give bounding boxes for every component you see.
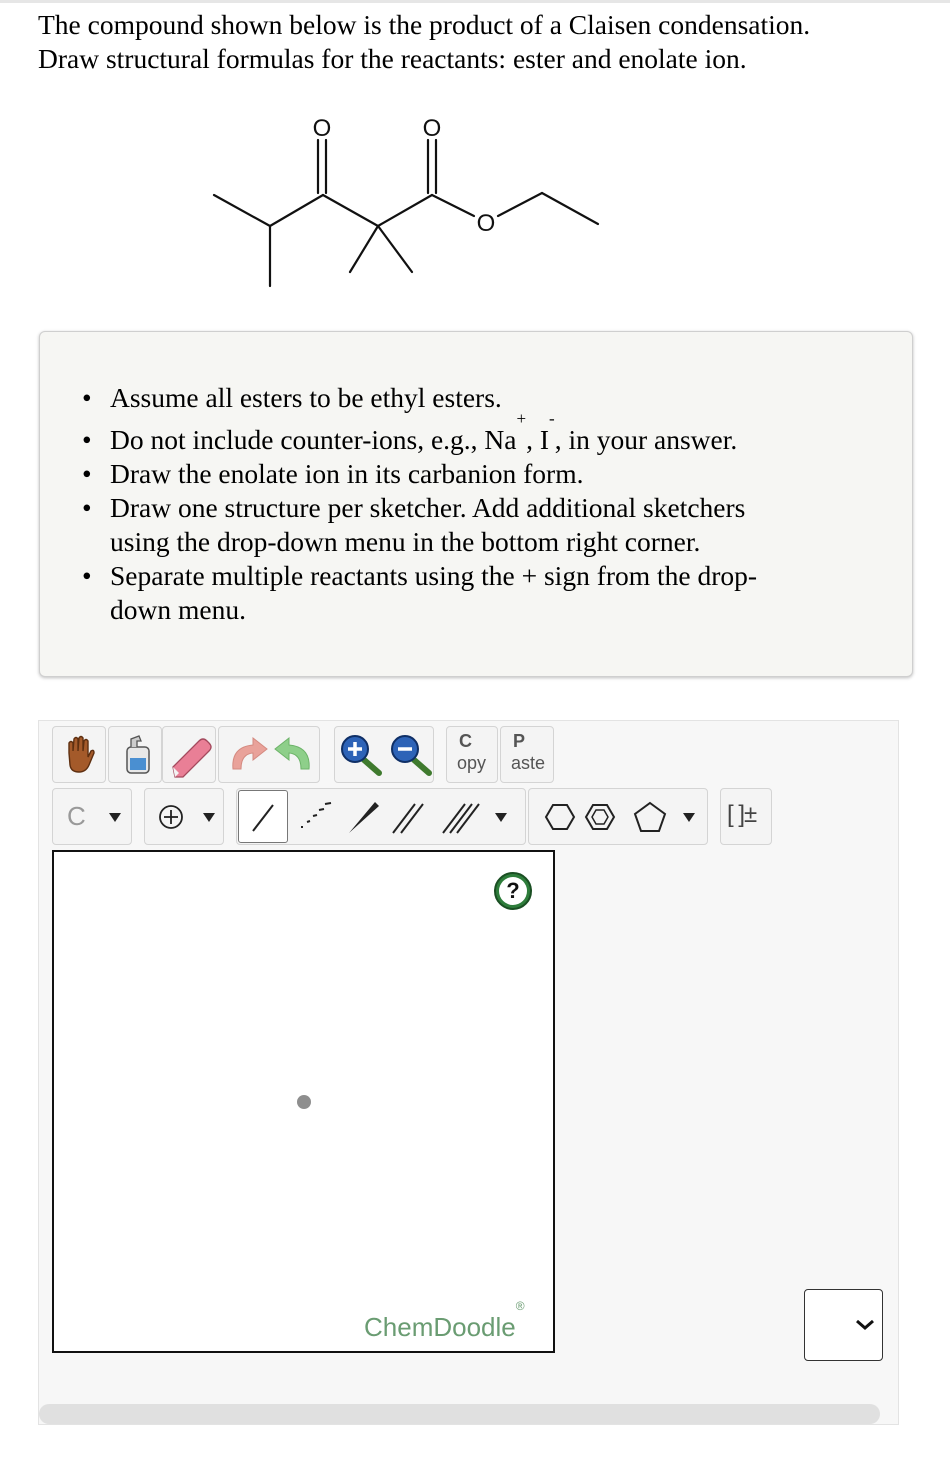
element-label: C	[67, 801, 86, 831]
instruction-item	[82, 381, 870, 415]
eraser-icon	[163, 727, 217, 784]
cyclohexane-icon	[546, 805, 574, 829]
instruction-text: , I	[526, 424, 550, 455]
instruction-text: , in your answer.	[554, 424, 738, 455]
question-prompt	[38, 8, 918, 76]
bullet-glyph: •	[82, 458, 92, 489]
product-structure	[200, 100, 620, 300]
bracket-label: [ ]±	[727, 801, 757, 828]
help-icon: ?	[499, 877, 527, 905]
instruction-item	[82, 409, 870, 457]
bullet-glyph: •	[82, 424, 92, 455]
instruction-item	[82, 491, 870, 559]
chevron-down-icon	[683, 813, 695, 822]
brand-text: ChemDoodle	[364, 1312, 516, 1342]
iodide-charge: -	[549, 409, 555, 428]
instruction-text: Draw the enolate ion in its carbanion form.	[110, 458, 584, 489]
bond-icons	[237, 789, 527, 846]
ring-tool-group	[528, 788, 708, 845]
bullet-glyph: •	[82, 382, 92, 413]
redo-icon[interactable]	[219, 727, 321, 784]
triple-bond-icon	[443, 804, 479, 833]
atom-label-o1: O	[312, 115, 332, 142]
paste-button[interactable]	[500, 726, 554, 783]
instruction-text: Draw one structure per sketcher. Add additional sketchers	[110, 492, 746, 523]
chevron-down-icon	[495, 813, 507, 822]
paste-label-bottom: aste	[511, 753, 546, 773]
instruction-text: using the drop-down menu in the bottom right corner.	[110, 526, 701, 557]
paste-label-top: P	[513, 731, 526, 751]
benzene-icon	[586, 805, 614, 829]
question-line-1: The compound shown below is the product of a Claisen condensation.	[38, 9, 811, 40]
bullet-glyph: •	[82, 560, 92, 591]
ring-icons[interactable]	[529, 789, 709, 846]
atom-label-o2: O	[422, 115, 442, 142]
registered-mark: ®	[515, 1299, 525, 1313]
atom-label-o3: O	[476, 210, 496, 237]
hand-tool-button[interactable]	[52, 726, 106, 783]
chemdoodle-logo	[364, 1299, 525, 1343]
zoom-out-icon[interactable]	[335, 727, 435, 784]
element-selector[interactable]	[52, 788, 132, 845]
bond-tool-group	[236, 788, 526, 845]
hand-icon	[53, 727, 107, 784]
charge-icon	[145, 789, 225, 846]
bottle-icon	[109, 727, 163, 784]
double-bond-icon	[393, 804, 423, 833]
wedge-bond-icon	[349, 802, 379, 833]
instruction-text: Assume all esters to be ethyl esters.	[110, 382, 502, 413]
cursor-dot	[297, 1095, 311, 1109]
instruction-item	[82, 457, 870, 491]
chevron-down-icon	[805, 1290, 884, 1362]
bullet-glyph: •	[82, 492, 92, 523]
zoom-group	[334, 726, 434, 783]
copy-label-bottom: opy	[457, 753, 487, 773]
cyclopentane-icon	[635, 803, 665, 831]
horizontal-scrollbar[interactable]	[39, 1404, 880, 1424]
undo-redo-group	[218, 726, 320, 783]
instructions-panel	[39, 331, 913, 677]
help-button[interactable]	[494, 872, 532, 910]
sodium-charge: +	[516, 409, 527, 428]
instruction-text: Separate multiple reactants using the + sign from the drop-	[110, 560, 758, 591]
single-bond-icon	[253, 805, 273, 831]
question-line-2: Draw structural formulas for the reactants: ester and enolate ion.	[38, 43, 747, 74]
instruction-text: Do not include counter-ions, e.g., Na	[110, 424, 517, 455]
copy-label-top: C	[459, 731, 472, 751]
clear-tool-button[interactable]	[108, 726, 162, 783]
eraser-tool-button[interactable]	[162, 726, 216, 783]
instructions-list	[82, 381, 870, 627]
top-divider	[0, 0, 950, 3]
add-sketcher-dropdown[interactable]	[804, 1289, 883, 1361]
instruction-text: down menu.	[110, 594, 246, 625]
chevron-down-icon	[53, 789, 133, 846]
instruction-item	[82, 559, 870, 627]
charge-selector[interactable]	[144, 788, 224, 845]
dashed-bond-icon	[301, 803, 331, 827]
bracket-tool-button[interactable]	[720, 788, 772, 845]
chevron-down-icon	[203, 813, 215, 822]
copy-button[interactable]	[446, 726, 498, 783]
